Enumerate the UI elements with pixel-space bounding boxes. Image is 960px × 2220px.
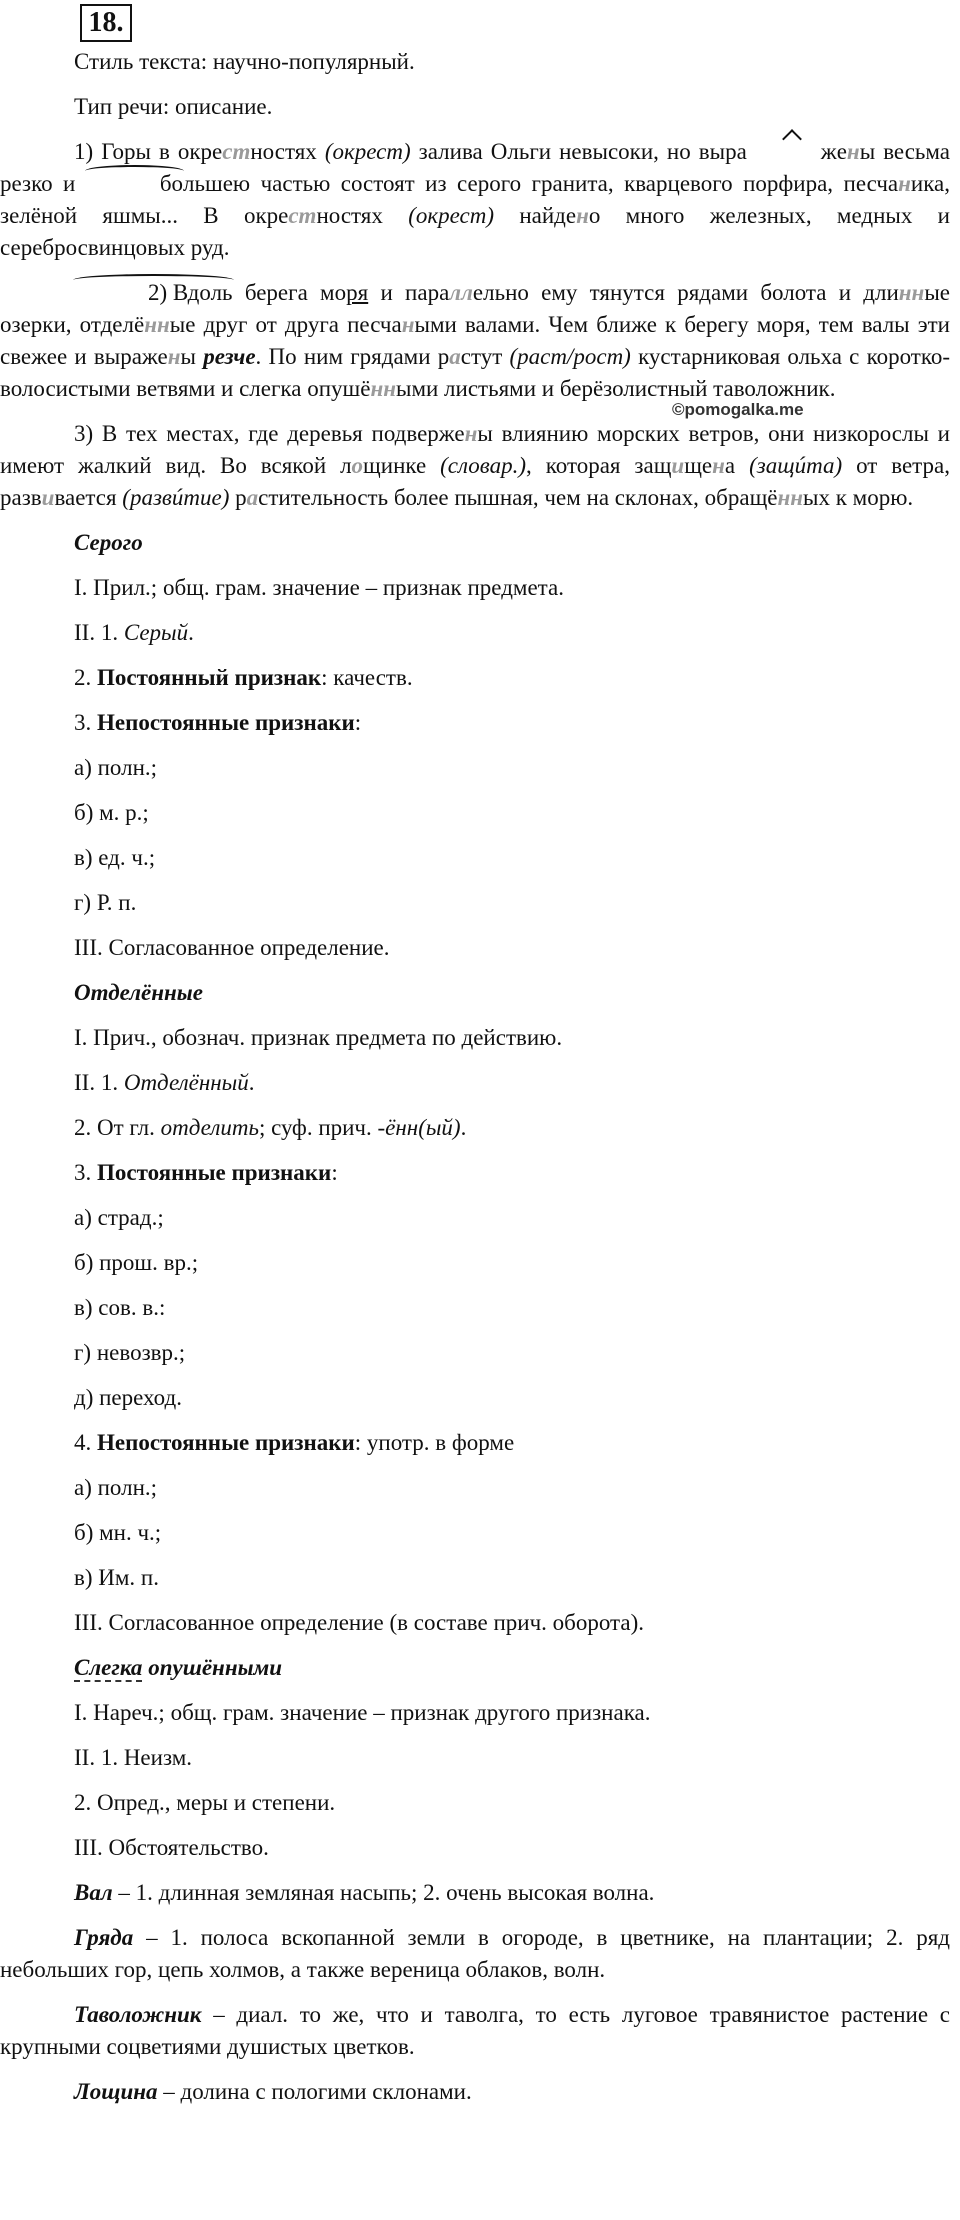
heading-word-slegka: Слегка <box>74 1655 143 1680</box>
vocab-definition: – диал. то же, что и таволга, то есть луговое травянистое растение с крупными соцветиями душистых цветков. <box>0 2002 950 2059</box>
analysis-line: I. Прич., обознач. признак предмета по действию. <box>74 1025 563 1050</box>
analysis-line: 3. Постоянные признаки: <box>74 1160 338 1185</box>
text-run: берега мо <box>232 280 347 305</box>
text-run: ж <box>747 136 837 168</box>
text-run: ы влиянию морских ветров, они низкорослы и имеют жалкий вид. Во всякой л <box>0 421 950 478</box>
text-run: ы весьма резко и <box>0 139 951 196</box>
vocabulary <box>0 1877 960 2108</box>
text-run: (окрест) <box>324 139 411 164</box>
text-run: найде <box>494 203 577 228</box>
vocab-term: Вал <box>74 1880 113 1905</box>
text-run: ельно ему тянутся рядами болота и дли <box>472 280 899 305</box>
text-run: ря <box>346 280 369 305</box>
analysis-line: 2. Постоянный признак: качеств. <box>74 665 413 690</box>
vocab-term: Гряда <box>74 1925 134 1950</box>
text-run: р <box>229 485 247 510</box>
text-run: от ветра, разв <box>0 453 950 510</box>
vocab-definition: – 1. полоса вскопанной земли в огороде, в цветнике, на плантации; 2. ряд небольших гор, цепь холмов, а также вереница облаков, волн. <box>0 1925 950 1982</box>
analysis-line: II. 1. Серый. <box>74 620 194 645</box>
text-run: н <box>712 453 725 478</box>
heading-word-opushennymi: опушёнными <box>142 1655 283 1680</box>
speech-type-line: Тип речи: описание. <box>74 94 273 119</box>
text-run: и пара <box>368 280 450 305</box>
text-run: н <box>167 344 181 369</box>
text-run: . По ним грядами р <box>255 344 450 369</box>
text-run: 1) Горы в окре <box>74 139 223 164</box>
text-run: ностях <box>316 203 409 228</box>
text-run: льшею частью состоят из серого гранита, кварцевого порфира, песча <box>183 171 899 196</box>
text-run: ст <box>222 139 251 164</box>
text-run: н <box>464 421 478 446</box>
analysis-slegka <box>0 1697 960 1864</box>
text-run: е <box>836 139 847 164</box>
analysis-line: III. Согласованное определение. <box>74 935 390 960</box>
text-run: (развúтие) <box>122 485 230 510</box>
text-run: стут <box>460 344 510 369</box>
analysis-line: б) прош. вр.; <box>74 1250 199 1275</box>
analysis-line: д) переход. <box>74 1385 182 1410</box>
text-run: и <box>41 485 55 510</box>
text-run: н <box>898 171 911 196</box>
text-run: (словар.) <box>440 453 527 478</box>
text-run: (окрест) <box>408 203 495 228</box>
exercise-number: 18. <box>80 4 132 42</box>
vocab-entry <box>0 2076 960 2108</box>
analysis-line: 2. Опред., меры и степени. <box>74 1790 336 1815</box>
text-run: кустарниковая ольха с коротко-волосистыми ветвями и слегка опушё <box>0 344 951 401</box>
analysis-otdelennye <box>0 1022 960 1639</box>
vocab-entry <box>0 1922 960 1986</box>
text-run: залива Ольги невысоки, но выра <box>410 139 747 164</box>
text-run: нн <box>777 485 804 510</box>
text-run: бо <box>86 168 183 200</box>
text-run: и <box>671 453 685 478</box>
analysis-line: I. Нареч.; общ. грам. значение – признак другого признака. <box>74 1700 651 1725</box>
text-run: нн <box>370 376 396 401</box>
text-run: вается <box>54 485 123 510</box>
text-run: ые друг от друга песча <box>169 312 402 337</box>
text-run: н <box>846 139 860 164</box>
analysis-line: II. 1. Неизм. <box>74 1745 193 1770</box>
vocab-definition: – долина с пологими склонами. <box>157 2079 472 2104</box>
analysis-line: I. Прил.; общ. грам. значение – признак предмета. <box>74 575 564 600</box>
text-run: ст <box>288 203 317 228</box>
vocab-definition: – 1. длинная земляная насыпь; 2. очень высокая волна. <box>112 1880 655 1905</box>
text-run: ые озерки, отделё <box>0 280 950 337</box>
vocab-term: Лощина <box>74 2079 158 2104</box>
vocab-entry <box>0 1999 960 2063</box>
text-run: ще <box>684 453 713 478</box>
analysis-line: б) м. р.; <box>74 800 149 825</box>
analysis-line: III. Обстоятельство. <box>74 1835 269 1860</box>
text-run: о <box>351 453 364 478</box>
analysis-line: в) Им. п. <box>74 1565 159 1590</box>
content <box>0 46 960 2121</box>
paragraph-3 <box>0 418 960 514</box>
text-run: н <box>401 312 415 337</box>
analysis-serogo <box>0 572 960 964</box>
paragraph-1 <box>0 136 960 264</box>
text-style-line: Стиль текста: научно-популярный. <box>74 49 415 74</box>
analysis-line: а) полн.; <box>74 1475 158 1500</box>
text-run: ностях <box>250 139 325 164</box>
text-run: н <box>576 203 589 228</box>
analysis-heading-slegka <box>0 1652 960 1684</box>
text-run: резче <box>203 344 256 369</box>
analysis-line: 4. Непостоянные признаки: употр. в форме <box>74 1430 515 1455</box>
text-run: (защúта) <box>749 453 843 478</box>
analysis-line: 3. Непостоянные признаки: <box>74 710 362 735</box>
text-run: (раст/рост) <box>509 344 631 369</box>
text-run: ых к морю. <box>803 485 914 510</box>
analysis-line: II. 1. Отделённый. <box>74 1070 255 1095</box>
text-run: нн <box>144 312 170 337</box>
text-run: ы <box>180 344 204 369</box>
text-run: ыми листьями и берёзолистный таволожник. <box>395 376 836 401</box>
text-run: , которая защ <box>526 453 672 478</box>
watermark: ©pomogalka.me <box>672 400 804 419</box>
analysis-line: г) невозвр.; <box>74 1340 186 1365</box>
text-run: лл <box>449 280 473 305</box>
text-run: а <box>246 485 259 510</box>
text-run: нн <box>898 280 925 305</box>
analysis-line: III. Согласованное определение (в составе прич. оборота). <box>74 1610 645 1635</box>
analysis-line: а) полн.; <box>74 755 158 780</box>
text-run: ика, зелёной яшмы... В окре <box>0 171 951 228</box>
analysis-line: а) страд.; <box>74 1205 164 1230</box>
text-run: щинке <box>363 453 441 478</box>
analysis-line: г) Р. п. <box>74 890 137 915</box>
text-run: 3) В тех местах, где деревья подверже <box>74 421 465 446</box>
analysis-line: 2. От гл. отделить; суф. прич. -ённ(ый). <box>74 1115 467 1140</box>
text-run: 2) Вдоль <box>74 277 233 309</box>
vocab-entry <box>0 1877 960 1909</box>
text-run: а <box>449 344 461 369</box>
analysis-heading-otdelennye: Отделённые <box>74 980 203 1005</box>
paragraph-2 <box>0 277 960 405</box>
analysis-line: в) сов. в.: <box>74 1295 166 1320</box>
analysis-heading-serogo: Серого <box>74 530 143 555</box>
vocab-term: Таволожник <box>74 2002 202 2027</box>
text-run: ыми валами. Чем ближе к берегу моря, тем валы эти свежее и выраже <box>0 312 950 369</box>
analysis-line: в) ед. ч.; <box>74 845 156 870</box>
text-run: о много железных, медных и серебросвинцовых руд. <box>0 203 950 260</box>
analysis-line: б) мн. ч.; <box>74 1520 162 1545</box>
text-run: стительность более пышная, чем на склонах, обращё <box>258 485 778 510</box>
text-run: а <box>724 453 750 478</box>
